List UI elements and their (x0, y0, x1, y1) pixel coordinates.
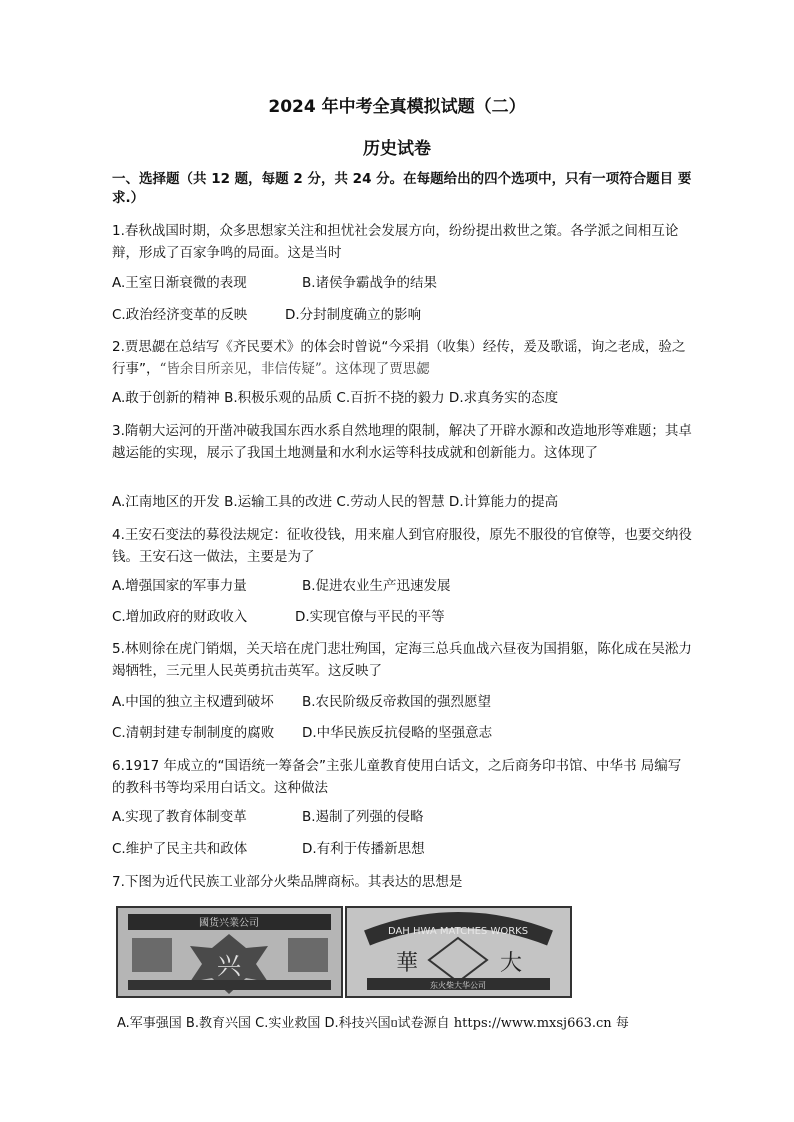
question-6-option-c: C.维护了民主共和政体 (112, 841, 248, 857)
match-label-left-art (118, 908, 341, 996)
question-4-option-b: B.促进农业生产迅速发展 (302, 578, 451, 594)
question-3-stem: 3.隋朝大运河的开凿冲破我国东西水系自然地理的限制，解决了开辟水源和改造地形等难题；其卓越运能的实现，展示了我国土地测量和水利水运等科技成就和创新能力。这体现了 (112, 423, 692, 461)
right-label-top-text: DAH HWA MATCHES WORKS (387, 926, 529, 937)
match-label-left-image (116, 906, 343, 998)
question-5-options-row-1 (112, 692, 492, 712)
question-5-option-a: A.中国的独立主权遭到破坏 (112, 694, 274, 710)
question-1-option-d: D.分封制度确立的影响 (285, 307, 422, 323)
exam-title: 2024 年中考全真模拟试题（二） (268, 97, 526, 117)
question-1-options-row-1 (112, 273, 438, 293)
question-7-stem: 7.下图为近代民族工业部分火柴品牌商标。其表达的思想是 (112, 874, 463, 890)
question-7-tail-text: ᥝ试卷源自 (390, 1016, 450, 1031)
question-4-option-a: A.增强国家的军事力量 (112, 578, 247, 594)
question-4-options-row-1 (112, 576, 451, 596)
match-label-right-image (345, 906, 572, 998)
source-url-link[interactable]: https://www.mxsj663.cn (453, 1016, 612, 1031)
question-2-options: A.敢于创新的精神 B.积极乐观的品质 C.百折不挠的毅力 D.求真务实的态度 (112, 390, 559, 406)
match-label-right-art (347, 908, 570, 996)
question-4-options-row-2 (112, 607, 445, 627)
question-4-option-c: C.增加政府的财政收入 (112, 609, 248, 625)
section-heading: 一、选择题（共 12 题，每题 2 分，共 24 分。在每题给出的四个选项中，只有一项符合题目 要求.） (112, 171, 692, 206)
question-2-stem (112, 336, 692, 380)
exam-subtitle: 历史试卷 (363, 139, 431, 159)
question-5-stem: 5.林则徐在虎门销烟，关天培在虎门悲壮殉国，定海三总兵血战六昼夜为国捐躯，陈化成在吴淞力竭牺牲，三元里人民英勇抗击英军。这反映了 (112, 641, 692, 679)
right-label-char-right: 大 (499, 951, 523, 976)
question-2-stem-part-b: “皆余目所亲见，非信传疑”。这体现了贾思勰 (159, 361, 430, 377)
question-1-option-b: B.诸侯争霸战争的结果 (302, 275, 438, 291)
question-6-stem: 6.1917 年成立的“国语统一筹备会”主张儿童教育使用白话文，之后商务印书馆、中华书 局编写的教科书等均采用白话文。这种做法 (112, 758, 682, 796)
question-6-option-d: D.有利于传播新思想 (302, 841, 425, 857)
right-label-bottom-text: 东火柴大华公司 (430, 981, 486, 990)
question-1-options-row-2 (112, 305, 422, 325)
question-6-options-row-1 (112, 807, 424, 827)
right-label-char-left: 華 (395, 951, 419, 976)
question-7-options (117, 1012, 629, 1031)
question-5-options-row-2 (112, 723, 493, 743)
question-7-options-line: A.军事强国 B.教育兴国 C.实业救国 D.科技兴国 (117, 1016, 391, 1031)
question-2-stem-part-a: 2.贾思勰在总结写《齐民要术》的体会时曾说“今采捐（收集）经传，爰及歌谣，询之老成，验之行事”， (112, 339, 686, 377)
left-label-top-text: 國货兴業公司 (199, 918, 259, 929)
question-1-option-c: C.政治经济变革的反映 (112, 307, 248, 323)
left-label-center-char: 兴 (217, 952, 241, 980)
question-3-options: A.江南地区的开发 B.运输工具的改进 C.劳动人民的智慧 D.计算能力的提高 (112, 494, 559, 510)
question-1-option-a: A.王室日渐衰微的表现 (112, 275, 247, 291)
question-5-option-d: D.中华民族反抗侵略的坚强意志 (302, 725, 493, 741)
question-5-option-b: B.农民阶级反帝救国的强烈愿望 (302, 694, 492, 710)
question-1-stem: 1.春秋战国时期，众多思想家关注和担忧社会发展方向，纷纷提出救世之策。各学派之间相互论辩，形成了百家争鸣的局面。这是当时 (112, 223, 679, 261)
question-6-option-a: A.实现了教育体制变革 (112, 809, 247, 825)
question-4-option-d: D.实现官僚与平民的平等 (295, 609, 445, 625)
question-6-option-b: B.遏制了列强的侵略 (302, 809, 424, 825)
question-4-stem: 4.王安石变法的募役法规定：征收役钱，用来雇人到官府服役，原先不服役的官僚等，也要交纳役钱。王安石这一做法，主要是为了 (112, 527, 692, 565)
question-6-options-row-2 (112, 839, 425, 859)
question-5-option-c: C.清朝封建专制制度的腐败 (112, 725, 275, 741)
question-7-tail-char: 每 (615, 1016, 629, 1031)
